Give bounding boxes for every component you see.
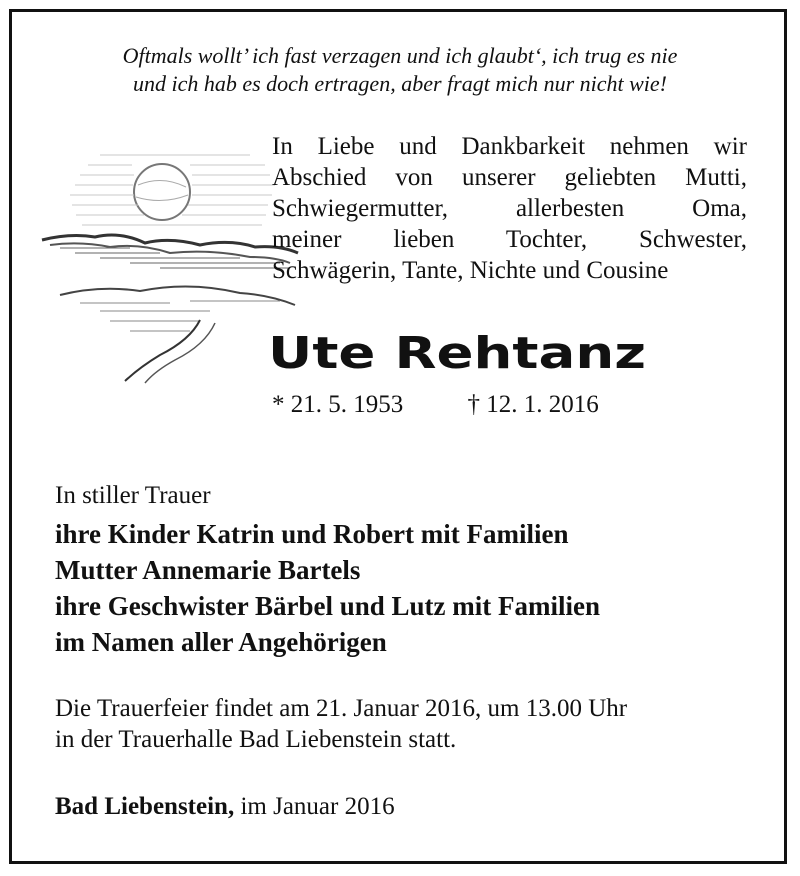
intro-line: Schwiegermutter, allerbesten Oma, (272, 195, 747, 222)
intro-text (272, 131, 747, 286)
motto-line: Oftmals wollt’ ich fast verzagen und ich glaubt‘, ich trug es nie (122, 43, 678, 68)
place-date: im Januar 2016 (234, 793, 395, 820)
deceased-name (268, 316, 768, 388)
deceased-name-text: Ute Rehtanz (268, 328, 646, 379)
mourner-line: Mutter Annemarie Bartels (55, 555, 361, 585)
funeral-line: Die Trauerfeier findet am 21. Januar 2016, um 13.00 Uhr (55, 695, 628, 722)
motto-line: und ich hab es doch ertragen, aber fragt mich nur nicht wie! (132, 71, 668, 96)
death-date: † 12. 1. 2016 (467, 391, 599, 418)
motto-quote (20, 42, 780, 98)
birth-date: * 21. 5. 1953 (272, 391, 404, 418)
funeral-line: in der Trauerhalle Bad Liebenstein statt. (55, 726, 457, 753)
intro-line: Abschied von unserer geliebten Mutti, (272, 164, 747, 191)
place-and-date (55, 792, 395, 822)
life-dates (272, 390, 599, 420)
place-town: Bad Liebenstein, (55, 793, 235, 820)
mourners-list (55, 516, 600, 660)
mourner-line: im Namen aller Angehörigen (55, 627, 387, 657)
mourner-line: ihre Kinder Katrin und Robert mit Familien (55, 519, 569, 549)
landscape-sketch-illustration (40, 145, 300, 385)
intro-line: In Liebe und Dankbarkeit nehmen wir (272, 133, 747, 160)
mourner-line: ihre Geschwister Bärbel und Lutz mit Familien (55, 591, 600, 621)
intro-line: Schwägerin, Tante, Nichte und Cousine (272, 257, 669, 284)
mourning-label: In stiller Trauer (55, 482, 211, 509)
intro-line: meiner lieben Tochter, Schwester, (272, 226, 747, 253)
funeral-info (55, 693, 627, 755)
